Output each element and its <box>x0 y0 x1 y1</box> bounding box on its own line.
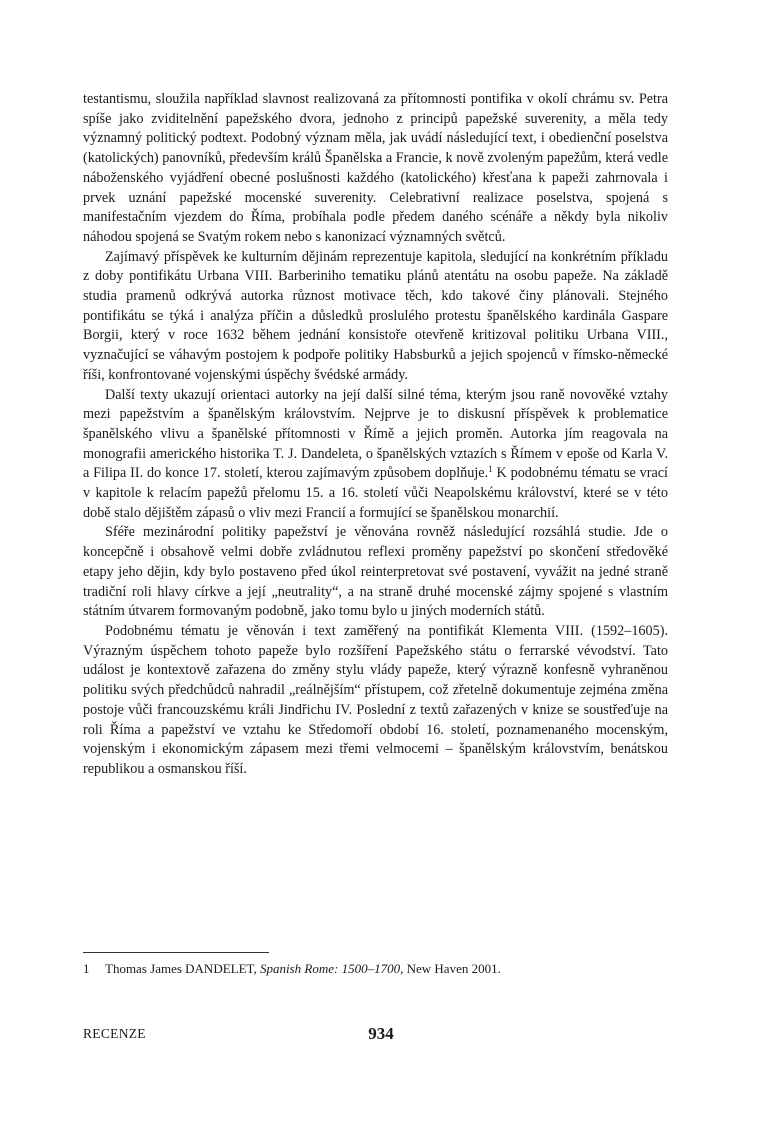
footnote-author: Thomas James DANDELET, <box>105 961 261 976</box>
page-number: 934 <box>368 1024 394 1043</box>
paragraph-text: Další texty ukazují orientaci autorky na její další silné téma, kterým jsou raně novověké vztahy mezi papežstvím a španělským královstvím. Nejprve je to diskusní příspěvek k problematice španělského vlivu a španělské přítomnosti v Římě a jejich proměn. Autorka jím reagovala na monografii amerického historika T. J. Dandeleta, o španělských vztazích s Římem v epoše od Karla V. a Filipa II. do konce 17. století, kterou zajímavým způsobem doplňuje. <box>83 386 668 482</box>
paragraph: Sféře mezinárodní politiky papežství je věnována rovněž následující rozsáhlá studie. Jde o koncepčně i obsahově velmi dobře zvládnutou reflexi proměny papežství po skončení středověké etapy jeho dějin, kdy bylo postaveno před úkol reinterpretovat své postavení, vyvážit na jedné straně tradiční roli hlavy církve a její „neutrality“, a na straně druhé mocenské zájmy spojené s vlastním státním útvarem formovaným podobně, jako tomu bylo u jiných moderních států. <box>83 524 668 620</box>
footnote <box>83 960 668 978</box>
paragraph: testantismu, sloužila například slavnost realizovaná za přítomnosti pontifika v okolí chrámu sv. Petra spíše jako zviditelnění papežského dvora, jednoho z principů papežské suverenity, a měla tedy významný politický podtext. Podobný význam měla, jak uvádí následující text, i obedienční poselstva (katolických) panovníků, především králů Španělska a Francie, k nově zvoleným papežům, která vedle náboženského vyjádření obecné poslušnosti každého (katolického) křesťana k papeži zahrnovala i prvek uznání papežské mocenské suverenity. Celebrativní realizace poselstva, spojená s manifestačním vjezdem do Říma, probíhala podle předem daného scénáře a někdy byla nikoliv náhodou spojená se Svatým rokem nebo s kanonizací významných světců. <box>83 91 668 245</box>
main-text <box>83 90 668 780</box>
paragraph: Podobnému tématu je věnován i text zaměřený na pontifikát Klementa VIII. (1592–1605). Výrazným úspěchem tohoto papeže bylo rozšíření Papežského státu o ferrarské vévodství. Tato událost je kontextově zařazena do změny stylu vlády papeže, který výrazně konfesně vyhraněnou politiku svých předchůdců nahradil „reálnějším“ přístupem, což zřetelně dokumentuje zejména změna postoje vůči francouzskému králi Jindřichu IV. Poslední z textů zařazených v knize se soustřeďuje na roli Říma a papežství ve vztahu ke Středomoří období 16. století, poznamenaného mocenským, vojenským i ekonomickým zápasem mezi třemi velmocemi – španělským královstvím, benátskou republikou a osmanskou říší. <box>83 622 668 777</box>
footnote-rest: New Haven 2001. <box>403 961 501 976</box>
footnote-title: Spanish Rome: 1500–1700, <box>260 961 404 976</box>
footnote-divider <box>83 952 269 953</box>
footnote-number: 1 <box>83 961 90 976</box>
paragraph-text: K podobnému tématu se vrací v kapitole k relacím papežů přelomu 15. a 16. století vůči Neapolskému království, které se v této době stalo dějištěm zápasů o vliv mezi Francií a formující se španělskou monarchií. <box>83 465 668 521</box>
footnote-marker[interactable]: 1 <box>488 464 493 475</box>
paragraph: Zajímavý příspěvek ke kulturním dějinám reprezentuje kapitola, sledující na konkrétním příkladu z doby pontifikátu Urbana VIII. Barberiniho tematiku plánů atentátu na osobu papeže. Na základě studia pramenů odkrývá autorka různost motivace těch, kdo takové činy plánovali. Stejného pontifikátu se týká i analýza příčin a důsledků proslulého protestu španělského kardinála Gaspare Borgii, který v roce 1632 během jednání konsistoře otevřeně kritizoval politiku Urbana VIII., vyznačující se váhavým postojem k podpoře politiky Habsburků a jejich spojenců v římsko-německé říši, konfrontované vojenskými úspěchy švédské armády. <box>83 248 668 383</box>
running-footer: RECENZE <box>83 1026 146 1041</box>
paragraph <box>83 386 668 524</box>
